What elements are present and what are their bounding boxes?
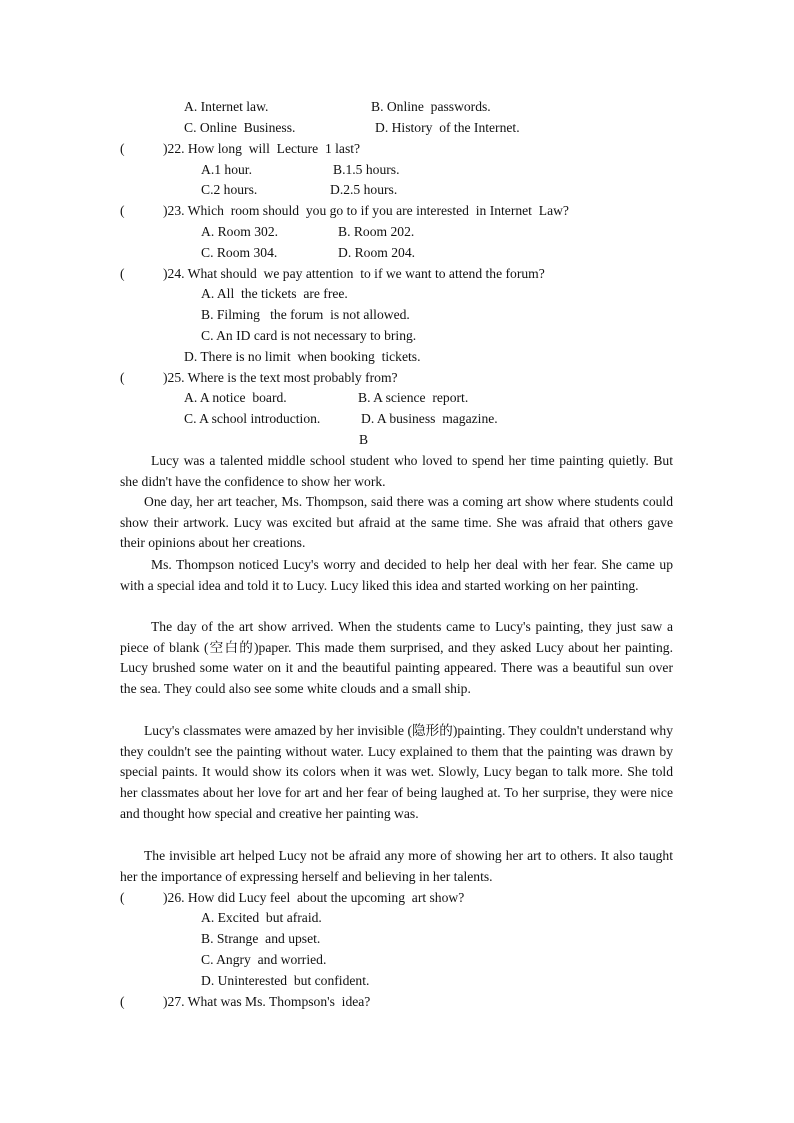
q23-answer-paren: (: [120, 203, 125, 218]
q26-answer-paren: (: [120, 890, 125, 905]
q22-option-a: A.1 hour.: [201, 162, 252, 177]
q24-option-c: C. An ID card is not necessary to bring.: [201, 328, 417, 343]
q24-option-d: D. There is no limit when booking tickets.: [184, 349, 421, 364]
q26-option-d: D. Uninterested but confident.: [201, 973, 370, 988]
passage-paragraph: Lucy's classmates were amazed by her invisible (隐形的)painting. They couldn't understand why they couldn't see the painting without water. Lucy explained to them that the painting was drawn by special paints. It would show its colors when it was wet. Slowly, Lucy began to talk more. She told her classmates about her love for art and her fear of being laughed at. To her surprise, they were nice and thought how special and creative her painting was.: [120, 723, 673, 821]
q22-answer-paren: (: [120, 141, 125, 156]
passage-paragraph: The day of the art show arrived. When the students came to Lucy's painting, they just saw a piece of blank (空白的)paper. This made them surprised, and they asked Lucy about her painting. Lucy brushed some water on it and the beautiful painting appeared. There was a beautiful sun over the sea. They could also see some white clouds and a small ship.: [120, 619, 673, 697]
q27-answer-paren: (: [120, 994, 125, 1009]
q22-option-c: C.2 hours.: [201, 182, 258, 197]
q21-option-a: A. Internet law.: [184, 99, 269, 114]
q22-option-d: D.2.5 hours.: [330, 182, 398, 197]
passage-paragraph: Lucy was a talented middle school student who loved to spend her time painting quietly. But she didn't have the confidence to show her work.: [120, 453, 673, 489]
q25-question: )25. Where is the text most probably from?: [163, 370, 398, 385]
passage-paragraph: The invisible art helped Lucy not be afraid any more of showing her art to others. It also taught her the importance of expressing herself and believing in her talents.: [120, 848, 673, 884]
passage-paragraph: Ms. Thompson noticed Lucy's worry and decided to help her deal with her fear. She came up with a special idea and told it to Lucy. Lucy liked this idea and started working on her painting.: [120, 557, 673, 593]
q26-question: )26. How did Lucy feel about the upcoming art show?: [163, 890, 465, 905]
q23-option-b: B. Room 202.: [338, 224, 415, 239]
q22-question: )22. How long will Lecture 1 last?: [163, 141, 361, 156]
q24-option-a: A. All the tickets are free.: [201, 286, 348, 301]
q24-question: )24. What should we pay attention to if we want to attend the forum?: [163, 266, 545, 281]
section-label: B: [359, 432, 369, 447]
q26-option-c: C. Angry and worried.: [201, 952, 327, 967]
q23-option-d: D. Room 204.: [338, 245, 416, 260]
q25-option-a: A. A notice board.: [184, 390, 287, 405]
q26-option-a: A. Excited but afraid.: [201, 910, 322, 925]
q23-option-a: A. Room 302.: [201, 224, 279, 239]
q23-question: )23. Which room should you go to if you are interested in Internet Law?: [163, 203, 569, 218]
q27-question: )27. What was Ms. Thompson's idea?: [163, 994, 371, 1009]
q25-option-d: D. A business magazine.: [361, 411, 498, 426]
q25-answer-paren: (: [120, 370, 125, 385]
q23-option-c: C. Room 304.: [201, 245, 278, 260]
q24-answer-paren: (: [120, 266, 125, 281]
q21-option-d: D. History of the Internet.: [375, 120, 520, 135]
q25-option-b: B. A science report.: [358, 390, 469, 405]
q22-option-b: B.1.5 hours.: [333, 162, 400, 177]
passage-paragraph: One day, her art teacher, Ms. Thompson, said there was a coming art show where students could show their artwork. Lucy was excited but afraid at the same time. She was afraid that others gave their opinions about her creations.: [120, 494, 673, 551]
q21-option-b: B. Online passwords.: [371, 99, 491, 114]
q24-option-b: B. Filming the forum is not allowed.: [201, 307, 410, 322]
q25-option-c: C. A school introduction.: [184, 411, 321, 426]
q21-option-c: C. Online Business.: [184, 120, 296, 135]
q26-option-b: B. Strange and upset.: [201, 931, 321, 946]
